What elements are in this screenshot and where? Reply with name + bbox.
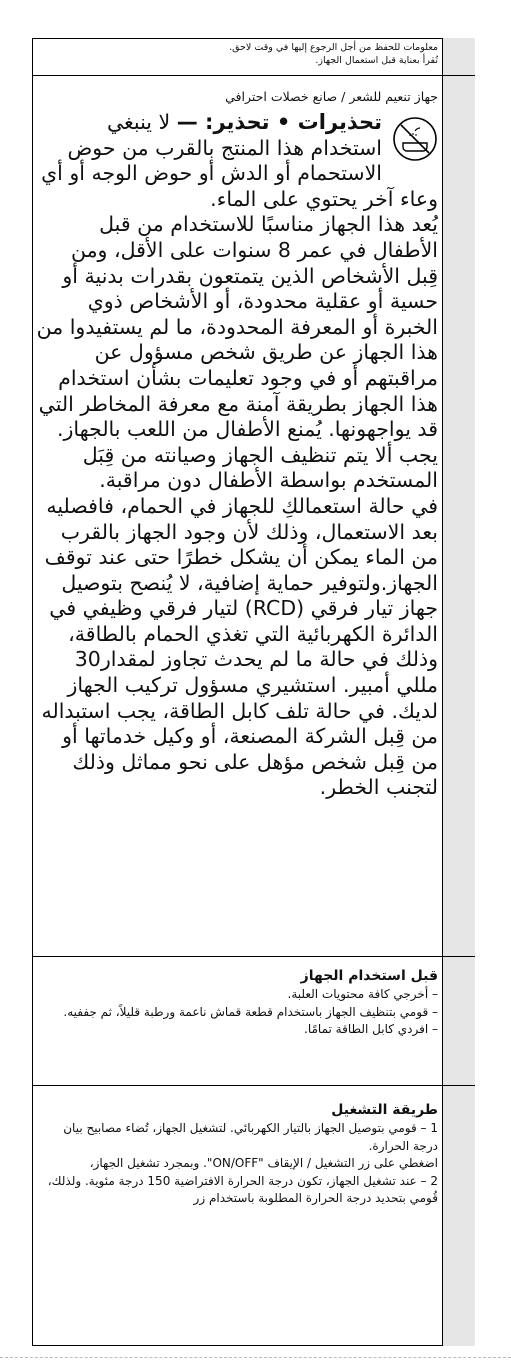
divider — [32, 956, 475, 957]
intro-line-1: معلومات للحفظ من أجل الرجوع إليها في وقت لاحق. — [229, 42, 438, 53]
no-water-bath-icon — [392, 116, 438, 162]
before-use-item: – أخرجي كافة محتويات العلبة. — [287, 987, 438, 1001]
warning-title-rest: لا ينبغي استخدام هذا المنتج بالقرب من حوض الاستحمام أو الدش أو حوض الوجه أو أي وعاء آخر يحتوي على الماء. — [41, 110, 438, 211]
operation-step-1b: اضغطي على زر التشغيل / الإيقاف "ON/OFF". وبمجرد تشغيل الجهاز، — [89, 1156, 438, 1170]
intro-section — [36, 41, 438, 67]
warning-paragraph-1: يُعد هذا الجهاز مناسبًا للاستخدام من قبل الأطفال في عمر 8 سنوات على الأقل، ومن قِبل الأشخاص الذين يتمتعون بقدرات بدنية أو حسية أو عقلية محدودة، أو الأشخاص ذوي الخبرة أو المعرفة المحدودة، ما لم يستفيدوا من هذا الجهاز عن طريق شخص مسؤول عن مراقبتهم أو في وجود تعليمات بشأن استخدام هذا الجهاز بطريقة آمنة مع معرفة المخاطر التي قد يواجهونها. يُمنع الأطفال من اللعب بالجهاز. يجب ألا يتم تنظيف الجهاز وصيانته من قِبَل المستخدم بواسطة الأطفال دون مراقبة. — [36, 212, 438, 493]
before-use-item: – قومي بتنظيف الجهاز باستخدام قطعة قماش ناعمة ورطبة قليلاً، ثم جففيه. — [63, 1004, 438, 1019]
operation-step-1: 1 – قومي بتوصيل الجهاز بالتيار الكهربائي. لتشغيل الجهاز، تُضاء مصابيح بيان درجة الحرارة. — [63, 1121, 438, 1153]
warning-title: تحذيرات • تحذير: — — [176, 110, 382, 134]
margin-column — [442, 38, 475, 1346]
operation-section — [36, 1100, 438, 1208]
before-use-item: – افردي كابل الطاقة تمامًا. — [304, 1022, 438, 1036]
operation-title: طريقة التشغيل — [331, 1102, 438, 1118]
page-bottom-rule — [0, 1357, 511, 1358]
before-use-section — [36, 966, 438, 1039]
warning-lead — [36, 110, 438, 212]
divider — [32, 1085, 475, 1086]
warnings-section — [36, 88, 438, 801]
operation-step-2: 2 – عند تشغيل الجهاز، تكون درجة الحرارة الافتراضية 150 درجة مئوية. ولذلك، قُومي بتحديد درجة الحرارة المطلوبة باستخدام زر — [47, 1173, 438, 1205]
warning-paragraph-2: في حالة استعمالكِ للجهاز في الحمام، فافصليه بعد الاستعمال، وذلك لأن وجود الجهاز بالقرب من الماء يمكن أن يشكل خطرًا حتى عند توقف الجهاز.ولتوفير حماية إضافية، لا يُنصح بتوصيل جهاز تيار فرقي (RCD) لتيار فرقي وظيفي في الدائرة الكهربائية التي تغذي الحمام بالطاقة، وذلك في حالة ما لم يحدث تجاوز لمقدار30 مللي أمبير. استشيري مسؤول تركيب الجهاز لديك. في حالة تلف كابل الطاقة، يجب استبداله من قِبل الشركة المصنعة، أو وكيل خدماتها أو من قِبل شخص مؤهل على نحو مماثل وذلك لتجنب الخطر. — [41, 493, 438, 800]
before-use-title: قبل استخدام الجهاز — [300, 968, 438, 984]
divider — [32, 75, 475, 76]
intro-line-2: تُقرأ بعناية قبل استعمال الجهاز. — [315, 55, 438, 66]
product-header: جهاز تنعيم للشعر / صانع خصلات احترافي — [225, 89, 438, 104]
